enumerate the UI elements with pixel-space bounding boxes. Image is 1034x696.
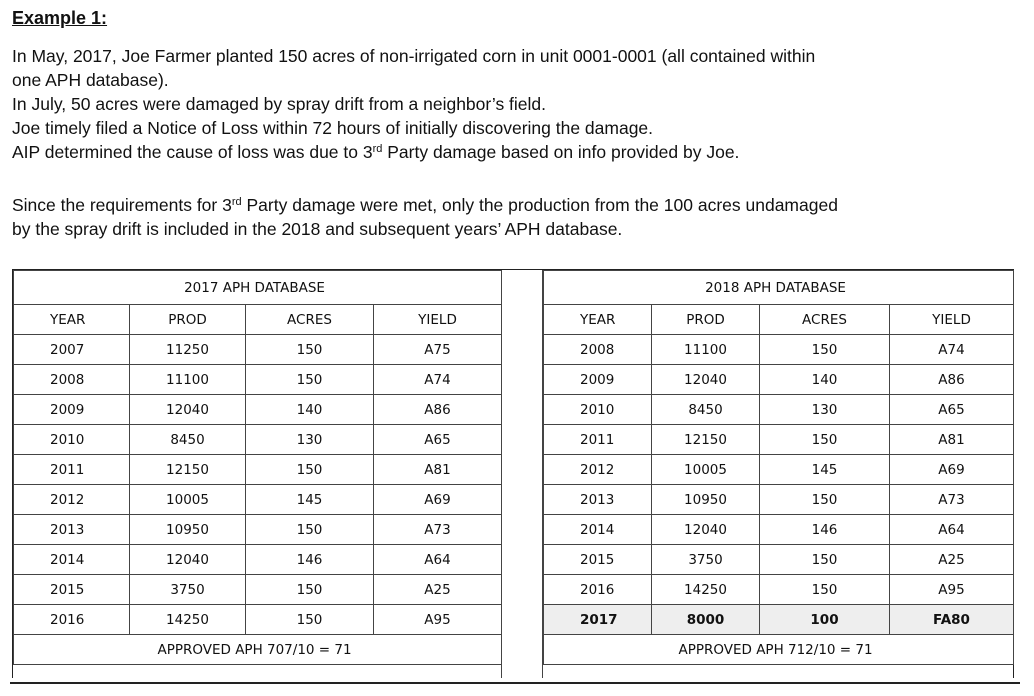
summary-line [12, 193, 838, 217]
table-cell: 2017 [544, 605, 652, 635]
table-row [14, 515, 502, 545]
table-cell: A74 [374, 365, 502, 395]
text-run: Joe timely filed a Notice of Loss within 72 hours of initially discovering the damage. [12, 118, 654, 138]
table-cell: 3750 [130, 575, 246, 605]
table-cell: 2016 [14, 605, 130, 635]
text-run: Party damage were met, only the production from the 100 acres undamaged [241, 195, 838, 215]
column-header: YEAR [14, 305, 130, 335]
table-cell: 145 [760, 455, 890, 485]
table-row [14, 395, 502, 425]
summary-line [12, 217, 838, 241]
table-cell: 2008 [544, 335, 652, 365]
table-cell: 14250 [130, 605, 246, 635]
superscript: rd [372, 143, 383, 155]
table-cell: A69 [890, 455, 1014, 485]
table-cell: A25 [890, 545, 1014, 575]
table-cell: 145 [246, 485, 374, 515]
table-cell: A73 [374, 515, 502, 545]
table-cell: 2007 [14, 335, 130, 365]
table-cell: 2012 [544, 455, 652, 485]
table-cell: 3750 [652, 545, 760, 575]
table-cell: 10005 [130, 485, 246, 515]
table-cell: 12150 [652, 425, 760, 455]
intro-line [12, 116, 815, 140]
table-title: 2017 APH DATABASE [14, 271, 502, 305]
text-run: AIP determined the cause of loss was due to 3 [12, 142, 373, 162]
table-cell: A81 [374, 455, 502, 485]
table-footer-row [14, 635, 502, 665]
table-cell: 150 [246, 575, 374, 605]
table-row [544, 425, 1014, 455]
table-cell: 2009 [14, 395, 130, 425]
table-cell: A64 [374, 545, 502, 575]
table-cell: A65 [890, 395, 1014, 425]
table-cell: 2014 [14, 545, 130, 575]
table-cell: A75 [374, 335, 502, 365]
table-row [544, 545, 1014, 575]
text-run: Party damage based on info provided by Joe. [382, 142, 740, 162]
table-cell: 8000 [652, 605, 760, 635]
table-cell: 10950 [130, 515, 246, 545]
table-cell: 150 [760, 425, 890, 455]
table-cell: A95 [374, 605, 502, 635]
table-cell: 140 [760, 365, 890, 395]
table-cell: 150 [760, 485, 890, 515]
table-cell: 2010 [14, 425, 130, 455]
table-title-row [14, 271, 502, 305]
table-cell: A95 [890, 575, 1014, 605]
table-cell: A86 [374, 395, 502, 425]
table-cell: 2016 [544, 575, 652, 605]
table-cell: 2009 [544, 365, 652, 395]
intro-paragraph [12, 44, 815, 164]
table-cell: 12040 [652, 365, 760, 395]
table-cell: 10005 [652, 455, 760, 485]
column-header: ACRES [760, 305, 890, 335]
table-cell: 150 [246, 515, 374, 545]
table-cell: FA80 [890, 605, 1014, 635]
intro-line [12, 92, 815, 116]
table-title: 2018 APH DATABASE [544, 271, 1014, 305]
table-cell: 12040 [652, 515, 760, 545]
column-header: YIELD [374, 305, 502, 335]
superscript: rd [231, 196, 242, 208]
text-run: Since the requirements for 3 [12, 195, 232, 215]
table-cell: 146 [760, 515, 890, 545]
table-cell: 2010 [544, 395, 652, 425]
table-cell: A86 [890, 365, 1014, 395]
table-cell: 2011 [14, 455, 130, 485]
table-cell: 10950 [652, 485, 760, 515]
table-cell: A25 [374, 575, 502, 605]
table-row [14, 485, 502, 515]
table-cell: 2013 [14, 515, 130, 545]
table-cell: 150 [246, 335, 374, 365]
table-row [14, 335, 502, 365]
table-row [544, 485, 1014, 515]
table-cell: 130 [246, 425, 374, 455]
aph-table-2018 [543, 270, 1014, 665]
text-run: by the spray drift is included in the 2018 and subsequent years’ APH database. [12, 219, 623, 239]
table-divider [501, 270, 543, 678]
table-cell: 150 [246, 455, 374, 485]
column-header: YIELD [890, 305, 1014, 335]
table-cell: 11100 [130, 365, 246, 395]
table-cell: 2011 [544, 425, 652, 455]
table-cell: A65 [374, 425, 502, 455]
table-cell: 8450 [130, 425, 246, 455]
table-cell: 146 [246, 545, 374, 575]
table-header-row [544, 305, 1014, 335]
table-cell: 8450 [652, 395, 760, 425]
table-cell: 150 [760, 335, 890, 365]
table-row [14, 365, 502, 395]
table-cell: 150 [760, 575, 890, 605]
table-cell: 130 [760, 395, 890, 425]
approved-aph: APPROVED APH 712/10 = 71 [544, 635, 1014, 665]
table-cell: 12040 [130, 395, 246, 425]
intro-line [12, 44, 815, 68]
table-row [544, 455, 1014, 485]
column-header: ACRES [246, 305, 374, 335]
table-row [14, 605, 502, 635]
example-heading: Example 1: [12, 8, 108, 28]
table-cell: A64 [890, 515, 1014, 545]
table-row [14, 455, 502, 485]
table-cell: 150 [246, 365, 374, 395]
aph-table-2017 [13, 270, 502, 665]
table-row [14, 425, 502, 455]
table-row [544, 335, 1014, 365]
column-header: PROD [652, 305, 760, 335]
table-footer-row [544, 635, 1014, 665]
column-header: PROD [130, 305, 246, 335]
table-cell: A74 [890, 335, 1014, 365]
table-cell: 14250 [652, 575, 760, 605]
aph-comparison-tables [12, 269, 1014, 678]
table-row [544, 575, 1014, 605]
table-cell: 11100 [652, 335, 760, 365]
table-header-row [14, 305, 502, 335]
table-cell: A69 [374, 485, 502, 515]
summary-paragraph [12, 193, 838, 241]
table-cell: A73 [890, 485, 1014, 515]
table-cell: 150 [760, 545, 890, 575]
table-cell: 2015 [544, 545, 652, 575]
bottom-rule [10, 682, 1020, 684]
table-row [14, 575, 502, 605]
table-cell: 100 [760, 605, 890, 635]
table-row [14, 545, 502, 575]
table-row [544, 605, 1014, 635]
table-cell: 140 [246, 395, 374, 425]
table-cell: 12040 [130, 545, 246, 575]
intro-line [12, 140, 815, 164]
table-cell: 2015 [14, 575, 130, 605]
table-row [544, 365, 1014, 395]
table-row [544, 395, 1014, 425]
intro-line [12, 68, 815, 92]
table-title-row [544, 271, 1014, 305]
approved-aph: APPROVED APH 707/10 = 71 [14, 635, 502, 665]
table-cell: 12150 [130, 455, 246, 485]
table-cell: 150 [246, 605, 374, 635]
text-run: one APH database). [12, 70, 169, 90]
table-cell: 2008 [14, 365, 130, 395]
table-cell: 2013 [544, 485, 652, 515]
table-cell: 11250 [130, 335, 246, 365]
text-run: In May, 2017, Joe Farmer planted 150 acres of non-irrigated corn in unit 0001-0001 (all contained within [12, 46, 816, 66]
table-cell: 2012 [14, 485, 130, 515]
table-cell: A81 [890, 425, 1014, 455]
table-cell: 2014 [544, 515, 652, 545]
text-run: In July, 50 acres were damaged by spray drift from a neighbor’s field. [12, 94, 547, 114]
column-header: YEAR [544, 305, 652, 335]
table-row [544, 515, 1014, 545]
